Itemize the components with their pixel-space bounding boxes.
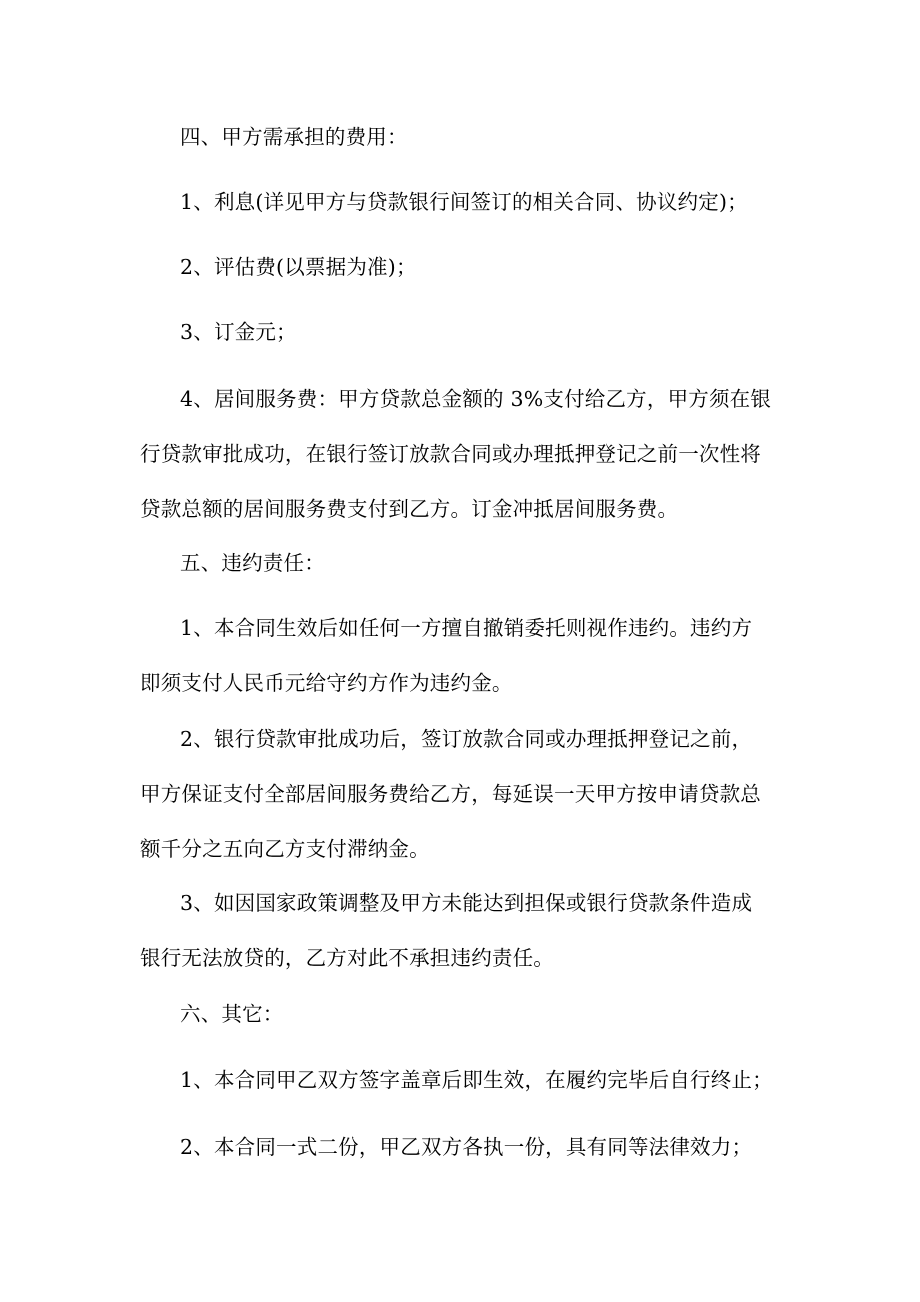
section-6-title [140, 987, 780, 1042]
section-5-item-2 [140, 712, 780, 877]
text-line: 2、评估费(以票据为准)； [180, 255, 417, 279]
section-5-item-3 [140, 876, 780, 986]
section-4-title [140, 110, 780, 165]
text-line: 即须支付人民币元给守约方作为违约金。 [140, 671, 513, 695]
text-line: 甲方保证支付全部居间服务费给乙方，每延误一天甲方按申请贷款总 [140, 782, 761, 806]
section-4-item-2 [140, 240, 780, 295]
section-6-item-1 [140, 1053, 780, 1108]
section-4-item-1 [140, 175, 780, 230]
text-line: 3、如因国家政策调整及甲方未能达到担保或银行贷款条件造成 [180, 891, 753, 915]
text-line: 四、甲方需承担的费用： [180, 125, 408, 149]
text-line: 额千分之五向乙方支付滞纳金。 [140, 837, 430, 861]
section-6-item-2 [140, 1120, 780, 1175]
text-line: 2、银行贷款审批成功后，签订放款合同或办理抵押登记之前， [180, 727, 753, 751]
text-line: 1、本合同甲乙双方签字盖章后即生效，在履约完毕后自行终止； [180, 1068, 773, 1092]
text-line: 3、订金元； [180, 320, 297, 344]
text-line: 行贷款审批成功，在银行签订放款合同或办理抵押登记之前一次性将 [140, 442, 761, 466]
section-5-item-1 [140, 601, 780, 711]
section-5-title [140, 536, 780, 591]
section-4-item-3 [140, 305, 780, 360]
text-line: 1、本合同生效后如任何一方擅自撤销委托则视作违约。违约方 [180, 616, 753, 640]
text-line: 贷款总额的居间服务费支付到乙方。订金冲抵居间服务费。 [140, 497, 679, 521]
text-line: 银行无法放贷的，乙方对此不承担违约责任。 [140, 946, 554, 970]
text-line: 五、违约责任： [180, 551, 325, 575]
text-line: 2、本合同一式二份，甲乙双方各执一份，具有同等法律效力； [180, 1135, 753, 1159]
section-4-item-4 [140, 372, 780, 537]
text-line: 4、居间服务费：甲方贷款总金额的 3%支付给乙方，甲方须在银 [180, 387, 772, 411]
text-line: 1、利息(详见甲方与贷款银行间签订的相关合同、协议约定)； [180, 190, 748, 214]
text-line: 六、其它： [180, 1002, 284, 1026]
